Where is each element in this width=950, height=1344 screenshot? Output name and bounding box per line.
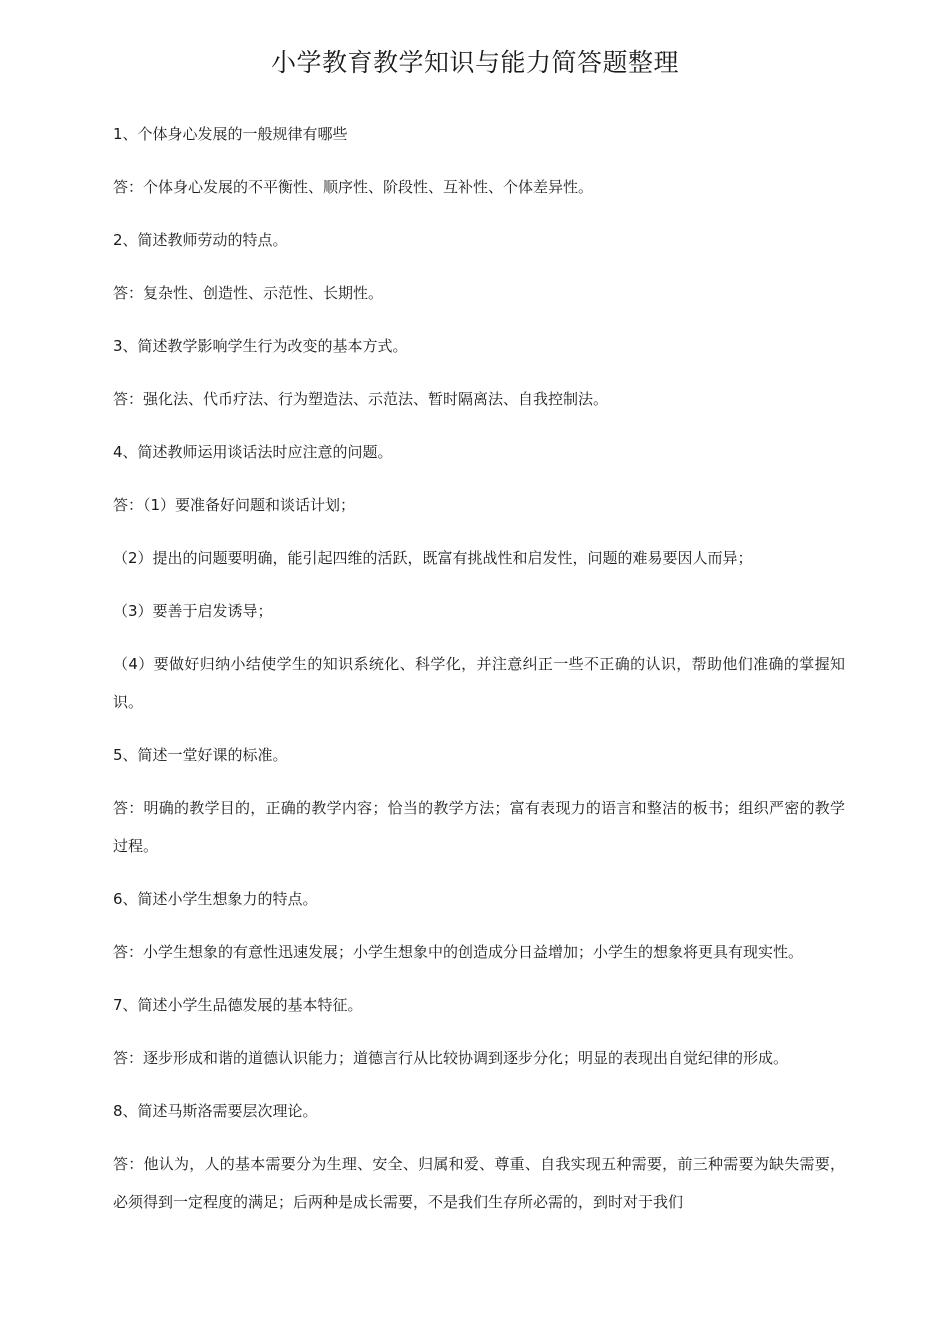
answer-4-part-1: 答：（1）要准备好问题和谈话计划； bbox=[113, 496, 356, 514]
answer-8: 答：他认为，人的基本需要分为生理、安全、归属和爱、尊重、自我实现五种需要，前三种需要为缺失需要，必须得到一定程度的满足；后两种是成长需要，不是我们生存所必需的，到时对于我们 bbox=[113, 1155, 845, 1211]
answer-6: 答：小学生想象的有意性迅速发展；小学生想象中的创造成分日益增加；小学生的想象将更具有现实性。 bbox=[113, 943, 804, 961]
answer-4-part-4: （4）要做好归纳小结使学生的知识系统化、科学化，并注意纠正一些不正确的认识，帮助他们准确的掌握知识。 bbox=[113, 655, 845, 711]
question-7: 7、简述小学生品德发展的基本特征。 bbox=[113, 996, 363, 1014]
question-6: 6、简述小学生想象力的特点。 bbox=[113, 890, 318, 908]
document-title: 小学教育教学知识与能力简答题整理 bbox=[270, 48, 679, 77]
answer-1: 答：个体身心发展的不平衡性、顺序性、阶段性、互补性、个体差异性。 bbox=[113, 178, 594, 196]
document-body bbox=[113, 115, 845, 1221]
answer-5: 答：明确的教学目的，正确的教学内容；恰当的教学方法；富有表现力的语言和整洁的板书；组织严密的教学过程。 bbox=[113, 799, 845, 855]
answer-7: 答：逐步形成和谐的道德认识能力；道德言行从比较协调到逐步分化；明显的表现出自觉纪律的形成。 bbox=[113, 1049, 789, 1067]
question-5: 5、简述一堂好课的标准。 bbox=[113, 746, 288, 764]
answer-2: 答：复杂性、创造性、示范性、长期性。 bbox=[113, 284, 384, 302]
question-2: 2、简述教师劳动的特点。 bbox=[113, 231, 288, 249]
answer-3: 答：强化法、代币疗法、行为塑造法、示范法、暂时隔离法、自我控制法。 bbox=[113, 390, 609, 408]
question-4: 4、简述教师运用谈话法时应注意的问题。 bbox=[113, 443, 393, 461]
answer-4-part-2: （2）提出的问题要明确，能引起四维的活跃，既富有挑战性和启发性，问题的难易要因人而异； bbox=[113, 549, 753, 567]
answer-4-part-3: （3）要善于启发诱导； bbox=[113, 602, 273, 620]
question-3: 3、简述教学影响学生行为改变的基本方式。 bbox=[113, 337, 408, 355]
question-8: 8、简述马斯洛需要层次理论。 bbox=[113, 1102, 318, 1120]
question-1: 1、个体身心发展的一般规律有哪些 bbox=[113, 125, 348, 143]
